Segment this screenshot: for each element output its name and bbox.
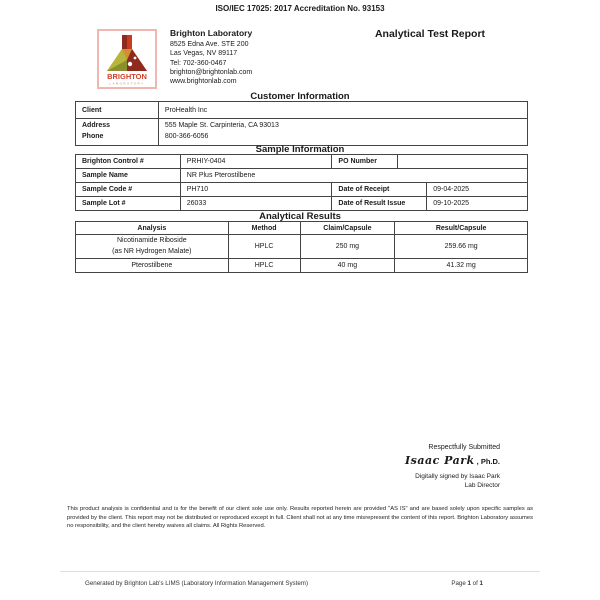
sample-information-table [75, 154, 528, 211]
method-cell: HPLC [229, 259, 301, 273]
table-row [76, 119, 528, 146]
footer [85, 580, 483, 587]
lab-director-text: Lab Director [464, 482, 500, 489]
date-of-receipt-label: Date of Receipt [332, 183, 427, 197]
phone-value: 800-366-6056 [164, 132, 209, 140]
claim-cell: 40 mg [301, 259, 396, 273]
lab-address-line1: 8525 Edna Ave. STE 200 [170, 41, 249, 49]
customer-information-title: Customer Information [250, 91, 350, 102]
table-header-row [76, 222, 528, 235]
generated-by-text: Generated by Brighton Lab's LIMS (Laboratory Information Management System) [85, 580, 309, 587]
client-value: ProHealth Inc [159, 102, 528, 119]
result-cell: 41.32 mg [395, 259, 528, 273]
method-header: Method [229, 222, 301, 235]
table-row [76, 102, 528, 119]
signature-block [290, 444, 500, 490]
disclaimer-text: This product analysis is confidential and is for the benefit of our client sole use only. Results reported herein are provided "AS IS" and are based solely upon specific samples as provided by the client. This report may not be distributed or reproduced except in full. Client shall not at any time misrepresent the content of this report. Brighton Laboratory assumes no responsibility, and the client hereby waives all claims. All Rights Reserved. [67, 506, 533, 530]
sample-code-label: Sample Code # [76, 183, 181, 197]
page-total: 1 [479, 580, 483, 587]
table-row [76, 169, 528, 183]
method-cell: HPLC [229, 235, 301, 259]
digitally-signed-text: Digitally signed by Isaac Park [415, 473, 500, 480]
date-of-result-issue-value: 09-10-2025 [427, 197, 528, 211]
report-title: Analytical Test Report [374, 28, 486, 40]
po-number-label: PO Number [332, 155, 398, 169]
result-header: Result/Capsule [395, 222, 528, 235]
address-phone-label [76, 119, 159, 146]
brighton-logo [97, 29, 157, 89]
analysis-line1: Nicotinamide Riboside [117, 237, 187, 244]
signature-script: Isaac Park [405, 454, 475, 467]
analysis-header: Analysis [76, 222, 229, 235]
table-row [76, 183, 528, 197]
signature-suffix: , Ph.D. [476, 457, 500, 466]
po-number-value [398, 155, 528, 169]
client-label: Client [76, 102, 159, 119]
control-label: Brighton Control # [76, 155, 181, 169]
sample-lot-label: Sample Lot # [76, 197, 181, 211]
table-row [76, 259, 528, 273]
footer-divider [60, 571, 540, 572]
result-cell: 259.66 mg [395, 235, 528, 259]
analysis-cell [76, 235, 229, 259]
date-of-receipt-value: 09-04-2025 [427, 183, 528, 197]
address-value: 555 Maple St. Carpinteria, CA 93013 [164, 122, 279, 129]
page-number: 1 [467, 580, 471, 587]
analysis-cell: Pterostilbene [76, 259, 229, 273]
signature-name-row [405, 454, 500, 467]
lab-contact-block [170, 29, 252, 86]
customer-information-table [75, 101, 528, 146]
table-row [76, 155, 528, 169]
analytical-results-title: Analytical Results [259, 211, 341, 222]
sample-information-title: Sample Information [255, 144, 345, 155]
flask-logo-icon [97, 29, 157, 89]
claim-cell: 250 mg [301, 235, 396, 259]
lab-email: brighton@brightonlab.com [170, 68, 253, 76]
sample-name-label: Sample Name [76, 169, 181, 183]
page-word: Page [451, 580, 468, 587]
analysis-line2: (as NR Hydrogen Malate) [112, 247, 192, 255]
analytical-results-table [75, 221, 528, 273]
accreditation-line: ISO/IEC 17025: 2017 Accreditation No. 93153 [215, 4, 385, 13]
respectfully-submitted-text: Respectfully Submitted [428, 444, 500, 451]
lab-website: www.brightonlab.com [170, 78, 237, 86]
lab-name: Brighton Laboratory [170, 28, 253, 38]
page-indicator [451, 580, 483, 587]
control-value: PRHIY-0404 [181, 155, 333, 169]
address-phone-value [159, 119, 528, 146]
logo-sub-text: LABORATORY [109, 81, 145, 86]
sample-name-value: NR Plus Pterostilbene [181, 169, 528, 183]
date-of-result-issue-label: Date of Result Issue [332, 197, 427, 211]
phone-label: Phone [82, 132, 104, 140]
table-row [76, 235, 528, 259]
sample-code-value: PH710 [181, 183, 333, 197]
claim-header: Claim/Capsule [301, 222, 396, 235]
sample-lot-value: 26033 [181, 197, 333, 211]
address-label: Address [82, 122, 111, 129]
logo-brand-text: BRIGHTON [107, 72, 147, 81]
lab-phone: Tel: 702-360-0467 [170, 59, 227, 67]
of-word: of [470, 580, 480, 587]
table-row [76, 197, 528, 211]
lab-address-line2: Las Vegas, NV 89117 [170, 50, 238, 58]
